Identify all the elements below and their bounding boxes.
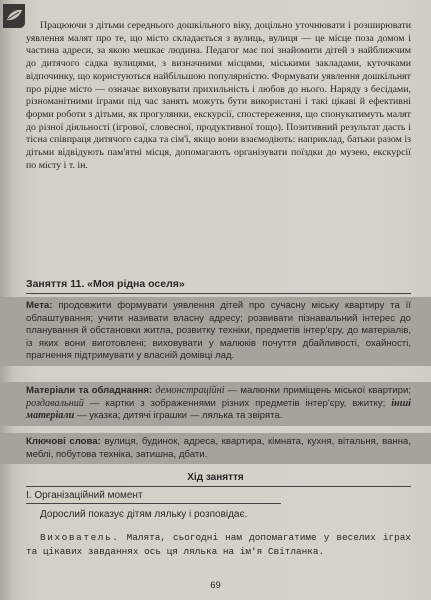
keywords-paragraph	[0, 433, 431, 464]
materials-paragraph	[0, 382, 431, 426]
other-label: інші матеріали	[26, 397, 412, 422]
speaker-label: Вихователь.	[40, 532, 120, 543]
handout-label: роздавальний	[26, 397, 84, 409]
lesson-keywords-box	[0, 433, 431, 464]
demo-text: — малюнки приміщень міської квартири;	[227, 385, 411, 396]
keywords-label: Ключові слова:	[26, 436, 101, 447]
lesson-header	[0, 278, 431, 290]
course-rule	[26, 486, 411, 487]
other-text: — указка; дитячі іграшки — лялька та звірята.	[76, 410, 283, 422]
speech-paragraph	[0, 531, 431, 559]
stage-rule	[26, 503, 281, 504]
materials-label: Матеріали та обладнання:	[26, 385, 153, 396]
stage-block	[0, 490, 431, 501]
title-rule	[26, 293, 411, 294]
stage-text-block	[0, 509, 431, 522]
stage-title: I. Організаційний момент	[26, 490, 143, 501]
intro-section	[0, 20, 431, 172]
stage-text: Дорослий показує дітям ляльку і розповідає.	[40, 509, 248, 520]
page-number: 69	[210, 580, 221, 591]
goal-text: продовжити формувати уявлення дітей про сучасну міську квартиру та її облаштування; учити називати власну адресу; розвивати пізнавальний інтерес до планування й обстановки житла, розвитку техніки, предметів інтер'єру, до матеріалів, із яких вони виготовлені; виховувати у малюків почуття дбайливості, охайності, прагнення підтримувати у власній домівці лад.	[26, 300, 411, 362]
course-heading	[0, 472, 431, 483]
lesson-title: Заняття 11. «Моя рідна оселя»	[26, 278, 185, 290]
intro-paragraph: Працюючи з дітьми середнього дошкільного віку, доцільно уточнювати і розширювати уявлення малят про те, що місто складається з вулиць, вулиця — це місце поза домом і частина адреси, за якою мешкає людина. Педагог має поі знайомити дітей з найближчим до дитячого садка вулицями, з визначними місцями, міськими закладами, куточками відпочинку, що користуються найбільшою популярністю. Формувати уявлення дошкільнят про рідне місто — означає виховувати прихильність і любов до нього. Наряду з бесідами, різноманітними іграми під час занять можуть бути використані і такі цікаві й ефективні форми роботи з дітьми, як прогулянки, екскурсії, спостереження, що спонукатимуть малят до різної діяльності (ігрової, словесної, продуктивної тощо). Позитивний результат дасть і тісна співпраця дитячого садка та сім'ї, якщо вони взаємодіють: наприклад, батьки разом із дітьми відвідують пам'ятні місця, допомагають організувати поїздки до музею, екскурсії по місту і т. ін.	[26, 20, 411, 171]
course-title: Хід заняття	[187, 472, 244, 483]
speech-block	[0, 531, 431, 559]
speech-text: Малята, сьогодні нам допомагатиме у веселих іграх та цікавих завданнях ось ця лялька на ім'я Світланка.	[26, 532, 411, 557]
demo-label: демонстраційні	[155, 385, 225, 396]
goal-label: Мета:	[26, 300, 53, 311]
handout-text: — картки з зображеннями різних предметів інтер'єру, вжитку;	[89, 397, 386, 409]
lesson-materials-box	[0, 382, 431, 426]
lesson-goal-box	[0, 297, 431, 366]
keywords-text: вулиця, будинок, адреса, квартира, кімната, кухня, вітальня, ванна, меблі, побутова техніка, затишна, дбати.	[26, 436, 412, 460]
goal-paragraph	[0, 297, 431, 366]
